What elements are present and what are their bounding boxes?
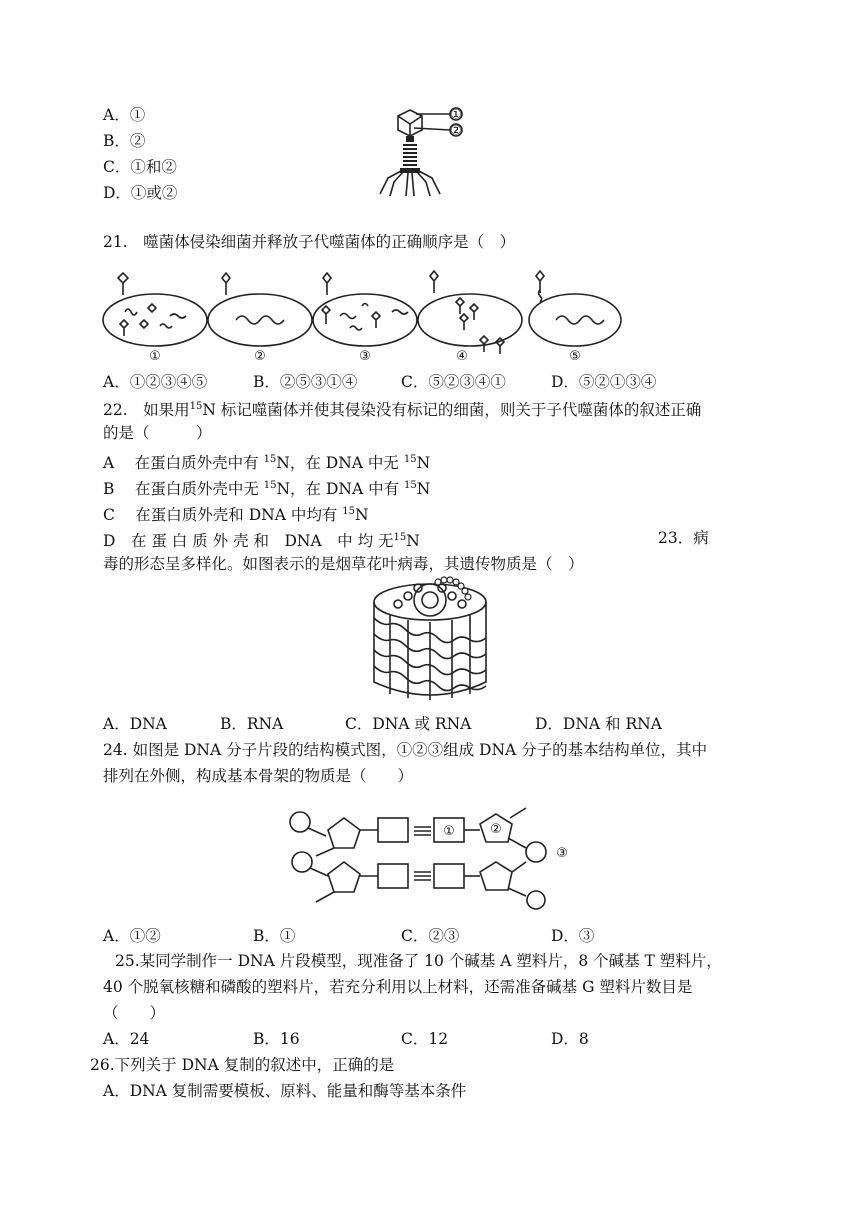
q23-stem-start: 23．病: [658, 529, 709, 547]
q24-stem-line2: 排列在外侧，构成基本骨架的物质是（ ）: [103, 767, 414, 785]
q24-option-c: C．②③: [401, 927, 460, 945]
dna-label-1: ①: [443, 824, 455, 839]
q21-option-b: B．②⑤③①④: [253, 373, 358, 391]
q20-option-a: A．①: [103, 106, 146, 124]
q23-option-a: A．DNA: [103, 715, 167, 733]
q25-stem-line2: 40 个脱氧核糖和磷酸的塑料片，若充分利用以上材料，还需准备碱基 G 塑料片数目是: [103, 978, 693, 996]
phage-figure: [370, 104, 480, 198]
panel-label-5: ⑤: [569, 349, 581, 364]
q22-stem: 22. 如果用$^{15}$N 标记噬菌体并使其侵染没有标记的细菌，则关于子代噬菌体的叙述正确: [103, 401, 702, 419]
panel-label-2: ②: [254, 349, 266, 364]
q24-option-b: B．①: [253, 927, 296, 945]
q25-option-a: A．24: [103, 1030, 150, 1048]
dna-label-3: ③: [556, 846, 568, 861]
q20-option-b: B．②: [103, 132, 146, 150]
q24-stem: 24. 如图是 DNA 分子片段的结构模式图，①②③组成 DNA 分子的基本结构单位，其中: [103, 741, 708, 759]
panel-label-4: ④: [456, 349, 468, 364]
q25-option-d: D．8: [551, 1030, 589, 1048]
phage-label-2: ②: [450, 123, 462, 139]
q22-option-c: C 在蛋白质外壳和 DNA 中均有 $^{15}$N: [103, 506, 369, 524]
q21-option-c: C．⑤②③④①: [401, 373, 506, 391]
panel-label-1: ①: [149, 349, 161, 364]
dna-label-2: ②: [490, 822, 502, 837]
dna-structure-figure: [286, 800, 596, 910]
q22-option-a: A 在蛋白质外壳中有 $^{15}$N，在 DNA 中无 $^{15}$N: [103, 454, 431, 472]
q26-option-a: A．DNA 复制需要模板、原料、能量和酶等基本条件: [103, 1082, 467, 1100]
q25-option-b: B．16: [253, 1030, 300, 1048]
q24-option-d: D．③: [551, 927, 595, 945]
q26-stem: 26.下列关于 DNA 复制的叙述中，正确的是: [90, 1056, 395, 1074]
q22-stem-line2: 的是（ ）: [103, 424, 212, 442]
q22-option-d: D 在 蛋 白 质 外 壳 和 DNA 中 均 无$^{15}$N: [103, 532, 420, 550]
q20-option-d: D．①或②: [103, 184, 178, 202]
q23-option-b: B．RNA: [220, 715, 284, 733]
q25-option-c: C．12: [401, 1030, 449, 1048]
infection-sequence-figure: [100, 266, 630, 364]
phage-label-1: ①: [450, 107, 462, 123]
q22-option-b: B 在蛋白质外壳中无 $^{15}$N，在 DNA 中有 $^{15}$N: [103, 480, 431, 498]
q24-option-a: A．①②: [103, 927, 161, 945]
q23-stem: 毒的形态呈多样化。如图表示的是烟草花叶病毒，其遗传物质是（ ）: [103, 555, 584, 573]
q21-stem: 21. 噬菌体侵染细菌并释放子代噬菌体的正确顺序是（ ）: [103, 233, 516, 251]
q23-option-c: C．DNA 或 RNA: [345, 715, 472, 733]
panel-label-3: ③: [359, 349, 371, 364]
q20-option-c: C．①和②: [103, 158, 177, 176]
q25-stem: 25.某同学制作一 DNA 片段模型，现准备了 10 个碱基 A 塑料片，8 个碱基 T 塑料片，: [115, 952, 722, 970]
q21-option-d: D．⑤②①③④: [551, 373, 657, 391]
q25-stem-line3: （ ）: [103, 1004, 166, 1022]
q23-option-d: D．DNA 和 RNA: [535, 715, 662, 733]
q21-option-a: A．①②③④⑤: [103, 373, 208, 391]
tmv-figure: [368, 574, 492, 704]
